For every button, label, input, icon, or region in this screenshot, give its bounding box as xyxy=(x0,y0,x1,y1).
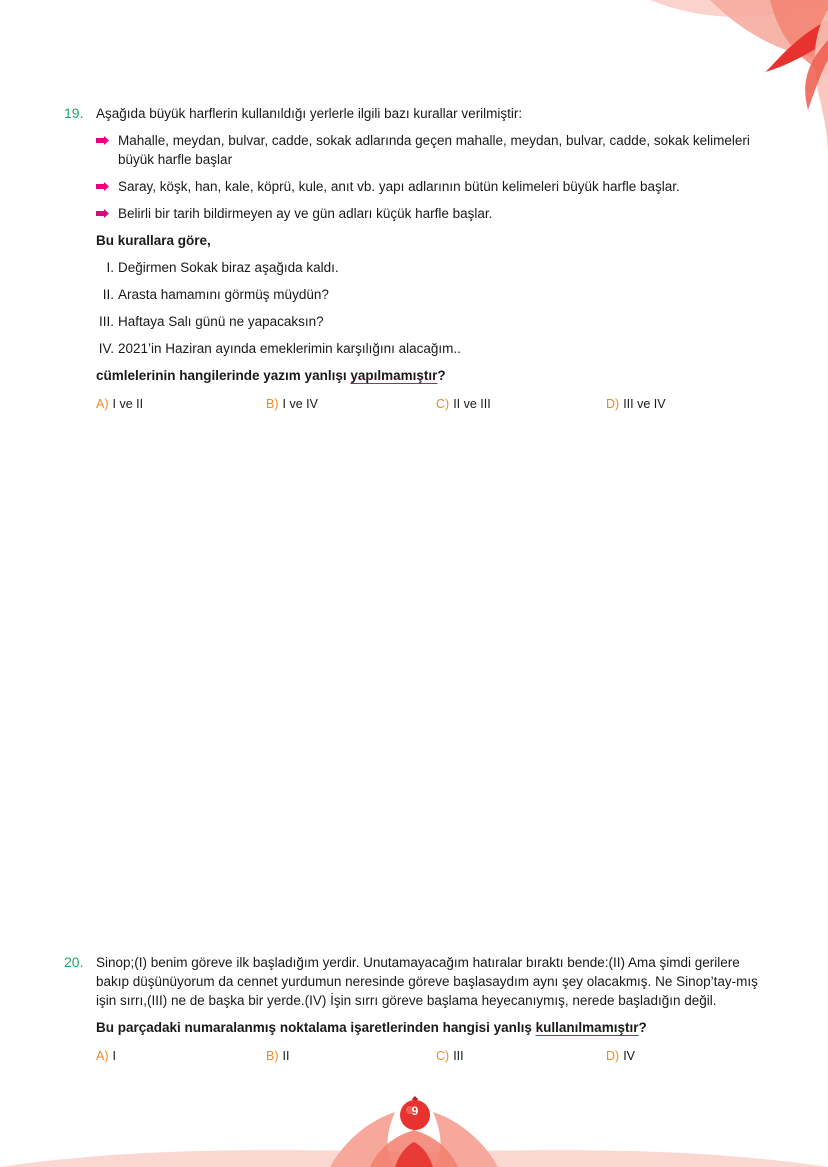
rule-text: Mahalle, meydan, bulvar, cadde, sokak adlarında geçen mahalle, meydan, bulvar, cadde, sokak kelimeleri büyük harfle başlar xyxy=(118,133,750,167)
choice-text: I ve IV xyxy=(282,397,318,411)
choice-c[interactable] xyxy=(436,395,491,414)
question-emphasis: kullanılmamıştır xyxy=(535,1020,639,1035)
sentence-text: Haftaya Salı günü ne yapacaksın? xyxy=(118,314,324,329)
question-number: 19. xyxy=(64,105,84,121)
roman-numeral: IV. xyxy=(98,341,114,356)
choice-letter: C) xyxy=(436,1049,450,1063)
choice-text: IV xyxy=(623,1049,636,1063)
arrow-bullet-icon xyxy=(96,136,109,145)
choice-a[interactable] xyxy=(96,1047,116,1066)
choice-letter: A) xyxy=(96,397,109,411)
choice-letter: D) xyxy=(606,397,620,411)
choice-a[interactable] xyxy=(96,395,143,414)
sentence-list xyxy=(96,258,774,358)
question-prefix: Bu parçadaki numaralanmış noktalama işaretlerinden hangisi yanlış xyxy=(96,1020,536,1035)
sentence-item xyxy=(96,312,774,331)
page-number-badge xyxy=(398,1096,432,1130)
choice-text: II ve III xyxy=(453,397,491,411)
choice-c[interactable] xyxy=(436,1047,464,1066)
choice-letter: D) xyxy=(606,1049,620,1063)
sentence-item xyxy=(96,285,774,304)
question-suffix: ? xyxy=(437,368,446,383)
answer-choices xyxy=(96,395,774,413)
choice-letter: B) xyxy=(266,397,279,411)
question-text xyxy=(96,366,774,385)
question-emphasis: yapılmamıştır xyxy=(350,368,438,383)
page-number: 9 xyxy=(411,1104,419,1118)
sentence-text: 2021’in Haziran ayında emeklerimin karşılığını alacağım.. xyxy=(118,341,461,356)
question-paragraph: Sinop;(I) benim göreve ilk başladığım yerdir. Unutamayacağım hatıralar bıraktı bende:(II) Ama şimdi gerilere bakıp düşünüyorum da cennet yurdumun neresinde göreve başlasaydım aynı şey olacakmış. Ne Sinop’tay-mış işin sırrı,(III) ne de başka bir yerde.(IV) İşin sırrı göreve başlama heyecanıymış, nerede başladığın değil. xyxy=(96,955,758,1008)
roman-numeral: III. xyxy=(98,314,114,329)
choice-letter: B) xyxy=(266,1049,279,1063)
rule-item xyxy=(96,177,774,196)
sentence-text: Değirmen Sokak biraz aşağıda kaldı. xyxy=(118,260,339,275)
arrow-bullet-icon xyxy=(96,182,109,191)
rule-text: Belirli bir tarih bildirmeyen ay ve gün adları küçük harfle başlar. xyxy=(118,206,493,221)
choice-letter: C) xyxy=(436,397,450,411)
choice-d[interactable] xyxy=(606,1047,635,1066)
choice-text: III ve IV xyxy=(623,397,666,411)
sentence-item xyxy=(96,339,774,358)
choice-b[interactable] xyxy=(266,1047,289,1066)
question-number: 20. xyxy=(64,954,84,970)
rule-list xyxy=(96,131,774,223)
choice-letter: A) xyxy=(96,1049,109,1063)
choice-text: II xyxy=(282,1049,290,1063)
sentence-text: Arasta hamamını görmüş müydün? xyxy=(118,287,329,302)
lead-text: Bu kurallara göre, xyxy=(96,233,211,248)
roman-numeral: II. xyxy=(102,287,114,302)
question-stem: Aşağıda büyük harflerin kullanıldığı yerlerle ilgili bazı kurallar verilmiştir: xyxy=(96,106,523,121)
question-20 xyxy=(64,953,774,1065)
rule-item xyxy=(96,131,774,169)
answer-choices xyxy=(96,1047,774,1065)
question-suffix: ? xyxy=(638,1020,647,1035)
sentence-item xyxy=(96,258,774,277)
rule-text: Saray, köşk, han, kale, köprü, kule, anıt vb. yapı adlarının bütün kelimeleri büyük harfle başlar. xyxy=(118,179,680,194)
rule-item xyxy=(96,204,774,223)
question-19 xyxy=(64,104,774,413)
question-text xyxy=(96,1018,774,1037)
choice-text: I ve II xyxy=(112,397,144,411)
question-prefix: cümlelerinin hangilerinde yazım yanlışı xyxy=(96,368,351,383)
choice-text: I xyxy=(112,1049,116,1063)
choice-text: III xyxy=(453,1049,464,1063)
choice-b[interactable] xyxy=(266,395,318,414)
arrow-bullet-icon xyxy=(96,209,109,218)
choice-d[interactable] xyxy=(606,395,666,414)
roman-numeral: I. xyxy=(106,260,114,275)
